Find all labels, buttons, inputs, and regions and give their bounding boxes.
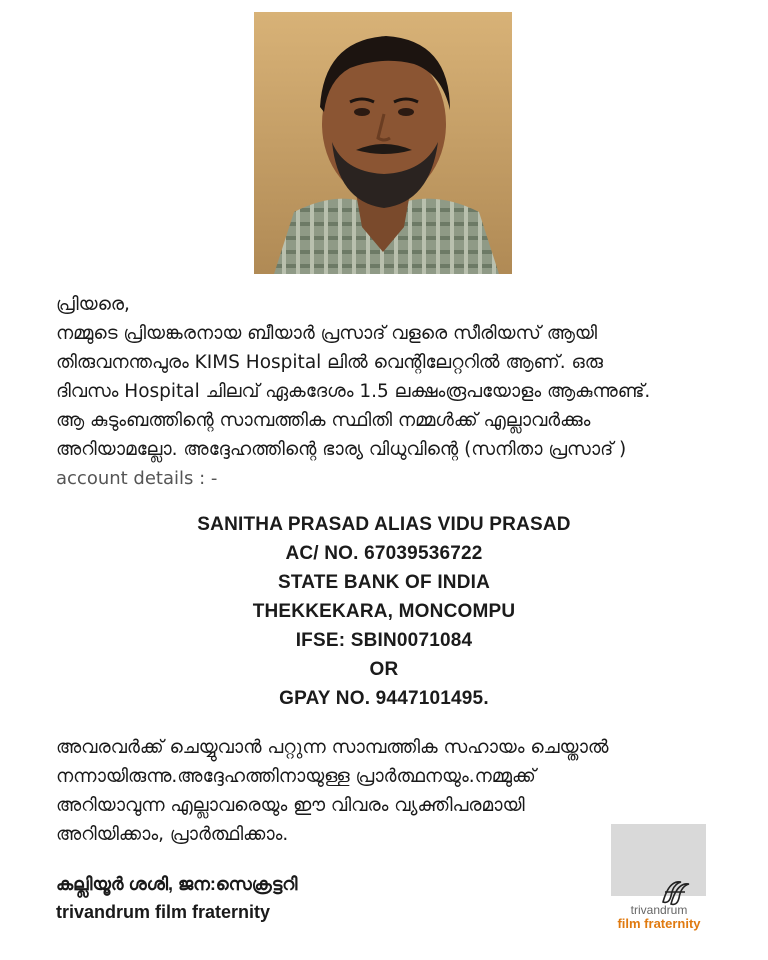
letter-line: പ്രിയരെ,: [56, 294, 130, 315]
bank-details: [0, 510, 768, 713]
appeal-line: അറിയാവുന്ന എല്ലാവരെയും ഈ വിവരം വ്യക്തിപരമായി: [56, 795, 525, 816]
logo-line-2: film fraternity: [617, 916, 701, 931]
letter-line: അറിയാമല്ലോ. അദ്ദേഹത്തിന്റെ ഭാര്യ വിധുവിന്റെ (സനിതാ പ്രസാദ് ): [56, 439, 627, 460]
gpay-number: GPAY NO. 9447101495.: [279, 688, 489, 709]
letter-line: തിരുവനന്തപുരം KIMS Hospital ലിൽ വെന്റിലേറ്ററിൽ ആണ്. ഒരു: [56, 352, 603, 373]
account-holder-name: SANITHA PRASAD ALIAS VIDU PRASAD: [197, 514, 571, 535]
signatory-name: കല്ലിയൂർ ശശി, ജന:സെക്രട്ടറി: [56, 874, 298, 894]
letter-body: [56, 290, 746, 493]
bank-name: STATE BANK OF INDIA: [277, 572, 491, 593]
appeal-line: അറിയിക്കാം, പ്രാർത്ഥിക്കാം.: [56, 824, 289, 845]
or-separator: OR: [369, 659, 399, 680]
logo-wordmark: [604, 904, 714, 930]
appeal-line: നന്നായിരുന്നു.അദ്ദേഹത്തിനായുള്ള പ്രാർത്ഥനയും.നമ്മുക്ക്: [56, 766, 536, 787]
account-details-label: account details : -: [56, 468, 218, 489]
signature-block: [56, 870, 297, 926]
appeal-line: അവരവർക്ക് ചെയ്യുവാൻ പറ്റുന്ന സാമ്പത്തിക സഹായം ചെയ്താൽ: [56, 737, 609, 758]
bank-branch: THEKKEKARA, MONCOMPU: [252, 601, 516, 622]
account-number: AC/ NO. 67039536722: [285, 543, 483, 564]
letter-line: ആ കുടുംബത്തിന്റെ സാമ്പത്തിക സ്ഥിതി നമ്മൾക്ക് എല്ലാവർക്കും: [56, 410, 591, 431]
ifsc-code: IFSE: SBIN0071084: [295, 630, 473, 651]
letter-line: ദിവസം Hospital ചിലവ് ഏകദേശം 1.5 ലക്ഷംരൂപയോളം ആകുന്നുണ്ട്.: [56, 381, 651, 402]
portrait-photo: [254, 12, 512, 274]
letter-line: നമ്മുടെ പ്രിയങ്കരനായ ബീയാർ പ്രസാദ് വളരെ സീരിയസ് ആയി: [56, 323, 598, 344]
logo-line-1: trivandrum: [630, 903, 688, 917]
signatory-org: trivandrum film fraternity: [56, 902, 271, 922]
